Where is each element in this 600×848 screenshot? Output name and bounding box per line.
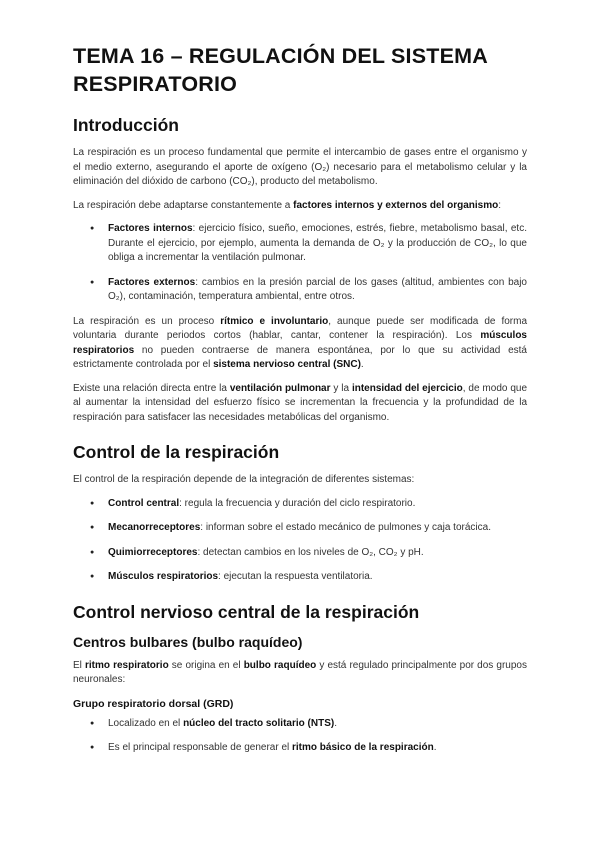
bold-term: Quimiorreceptores [108,546,198,558]
intro-paragraph-2 [73,199,527,214]
bold-term: rítmico e involuntario [220,315,329,327]
text-run: Localizado en el [108,717,184,729]
control-list [73,497,527,585]
bold-term: ventilación pulmonar [229,382,331,394]
control-paragraph-1: El control de la respiración depende de la integración de diferentes sistemas: [73,474,415,485]
bold-term: sistema nervioso central (SNC) [213,359,361,370]
bold-term: Mecanorreceptores [108,522,201,533]
bold-term: Factores externos [108,276,196,288]
bold-term: Factores internos [108,223,193,234]
document-title: TEMA 16 – REGULACIÓN DEL SISTEMA RESPIRATORIO [73,44,488,96]
text-run: . [433,742,437,753]
list-item [108,717,527,732]
list-item [108,570,527,585]
text-run: , de modo que al aumentar la intensidad del esfuerzo físico se incrementan la frecuencia y la profundidad de la respiración para satisfacer las necesidades metabólicas del organismo. [73,382,528,423]
bold-term: bulbo raquídeo [243,659,317,671]
bold-term: ritmo básico de la respiración [292,742,434,753]
intro-paragraph-3 [73,315,527,373]
text-run: se origina en el [168,659,244,671]
list-item [108,222,527,266]
text-run: , aunque puede ser modificada de forma voluntaria durante periodos cortos (hablar, cantar, contener la respiración). Los [73,315,528,341]
bold-term: intensidad del ejercicio [351,382,463,394]
bold-term: ritmo respiratorio [85,659,169,671]
text-run: : informan sobre el estado mecánico de pulmones y caja torácica. [200,522,491,533]
text-run: : [498,199,501,211]
factors-list [73,222,527,305]
text-run: : ejecutan la respuesta ventilatoria. [218,571,373,582]
text-run: y está regulado principalmente por dos grupos neuronales: [73,659,527,685]
bold-term: núcleo del tracto solitario (NTS) [183,717,335,729]
text-run: El [73,659,85,671]
list-item [108,276,527,305]
list-item [108,741,527,756]
list-item [108,521,527,536]
list-item [108,546,527,561]
text-run: La respiración debe adaptarse constantemente a [73,199,294,211]
grd-list [73,717,527,756]
section-heading-control-nervioso: Control nervioso central de la respiración [73,601,420,622]
bold-term: factores internos y externos del organismo [293,199,499,211]
text-run: La respiración es un proceso [73,315,221,327]
text-run: Es el principal responsable de generar el [108,742,292,753]
section-heading-introduccion: Introducción [73,115,179,135]
list-item [108,497,527,512]
text-run: y la [330,382,352,394]
text-run: : cambios en la presión parcial de los gases (altitud, ambientes con bajo O₂), contaminación, temperatura ambiental, entre otros. [108,276,527,302]
text-run: . [360,359,364,370]
intro-paragraph-4 [73,382,527,426]
text-run: : regula la frecuencia y duración del ciclo respiratorio. [179,497,416,509]
bold-term: Control central [108,497,180,509]
bold-term: músculos respiratorios [73,330,527,356]
text-run: Existe una relación directa entre la [73,382,230,394]
bold-term: Músculos respiratorios [108,571,219,582]
text-run: : detectan cambios en los niveles de O₂, CO₂ y pH. [197,546,424,558]
subsection-heading-centros-bulbares: Centros bulbares (bulbo raquídeo) [73,633,303,650]
section-heading-control: Control de la respiración [73,442,280,462]
grd-heading: Grupo respiratorio dorsal (GRD) [73,697,234,710]
text-run: : ejercicio físico, sueño, emociones, estrés, fiebre, metabolismo basal, etc. Durante el ejercicio, por ejemplo, aumenta la demanda de O₂ y la producción de CO₂, lo que obliga a incrementar la ventilación pulmonar. [108,223,527,263]
text-run: . [334,717,337,729]
intro-paragraph-1: La respiración es un proceso fundamental que permite el intercambio de gases entre el organismo y el medio externo, asegurando el aporte de oxígeno (O₂) necesario para el metabolismo celular y la eliminación del dióxido de carbono (CO₂), producto del metabolismo. [73,147,527,187]
central-paragraph-1 [73,659,527,688]
text-run: no pueden contraerse de manera espontánea, por lo que su actividad está estrictamente controlada por el [73,344,527,370]
